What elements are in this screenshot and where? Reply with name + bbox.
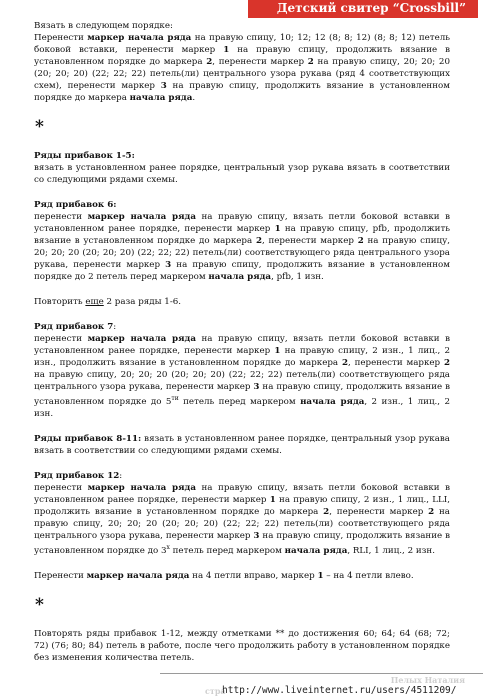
intro-paragraph-2: Перенести маркер начала ряда на правую спицу, 10; 12; 12 (8; 8; 12) (8; 8; 12) петель боковой вставки, перенести маркер 1 на правую спицу, продолжить вязание в установленном порядке до маркера 2, перенести маркер 2 на правую спицу, 20; 20; 20 (20; 20; 20) (22; 22; 22) петель(ли) центрального узора рукава (ряд 4 соответствующих схем), перенести маркер 3 на правую спицу, продолжить вязание в установленном порядке до маркера начала ряда. [34,33,450,103]
asterisk-marker-2: * [35,594,44,615]
final-instruction: Повторять ряды прибавок 1-12, между отметками ** до достижения 60; 64; 64 (68; 72; 72) (76; 80; 84) петель в работе, после чего продолжить работу в установленном порядке без изменения количества петель. [34,628,450,663]
section-title: Ряды прибавок 1-5: [34,151,135,161]
section-title: Ряд прибавок 6: [34,200,117,210]
section-rows-1-5: Ряды прибавок 1-5: вязать в установленном ранее порядке, центральный узор рукава вязать в соответствии со следующими рядами схемы. [34,151,450,185]
document-title: Детский свитер “Crossbill” [276,1,466,15]
asterisk-marker-1: * [35,117,44,137]
section-row-6: Ряд прибавок 6: перенести маркер начала ряда на правую спицу, вязать петли боковой вставки в установленном ранее порядке, перенести маркер 1 на правую спицу, pfb, продолжить вязание в установленном порядке до маркера 2, перенести маркер 2 на правую спицу, 20; 20; 20 (20; 20; 20) (22; 22; 22) петель(ли) соответствующего ряда центрального узора рукава, перенести маркер 3 на правую спицу, продолжить вязание в установленном порядке до 2 петель перед маркером начала ряда, pfb, 1 изн. [34,200,450,282]
section-rows-8-11: Ряды прибавок 8-11: вязать в установленном ранее порядке, центральный узор рукава вязать в соответствии со следующими рядами схемы. [34,433,450,456]
footer-divider [160,673,483,674]
section-title: Ряд прибавок 7 [34,322,114,332]
document-body [34,20,450,664]
section-title: Ряд прибавок 12 [34,470,120,481]
section-title: Ряды прибавок 8-11: [34,433,142,444]
source-url-watermark: http://www.liveinternet.ru/users/4511209/ [222,685,457,696]
footer-author: Пелых Наталия [390,675,465,685]
move-markers-instruction: Перенести маркер начала ряда на 4 петли вправо, маркер 1 – на 4 петли влево. [34,570,414,581]
footer-page-label: стра [205,686,226,696]
intro-paragraph-1: Вязать в следующем порядке: [34,21,173,31]
repeat-instruction: Повторить еще 2 раза ряды 1-6. [34,297,182,307]
section-row-12: Ряд прибавок 12: перенести маркер начала ряда на правую спицу, вязать петли боковой вставки в установленном ранее порядке, перенести маркер 1 на правую спицу, 2 изн., 1 лиц., LLI, продолжить вязание в установленном порядке до маркера 2, перенести маркер 2 на правую спицу, 20; 20; 20 (20; 20; 20) (22; 22; 22) петель(ли) соответствующего ряда центрального узора рукава, перенести маркер 3 на правую спицу, продолжить вязание в установленном порядке до $3^х$ петель перед маркером начала ряда, RLI, 1 лиц., 2 изн. [34,470,450,556]
section-row-7: Ряд прибавок 7: перенести маркер начала ряда на правую спицу, вязать петли боковой вставки в установленном ранее порядке, перенести маркер 1 на правую спицу, 2 изн., 1 лиц., 2 изн., продолжить вязание в установленном порядке до маркера 2, перенести маркер 2 на правую спицу, 20; 20; 20 (20; 20; 20) (22; 22; 22) петель(ли) соответствующего ряда центрального узора рукава, перенести маркер 3 на правую спицу, продолжить вязание в установленном порядке до $5^{ти}$ петель перед маркером начала ряда, 2 изн., 1 лиц., 2 изн. [34,322,450,419]
header-bar [248,0,478,18]
